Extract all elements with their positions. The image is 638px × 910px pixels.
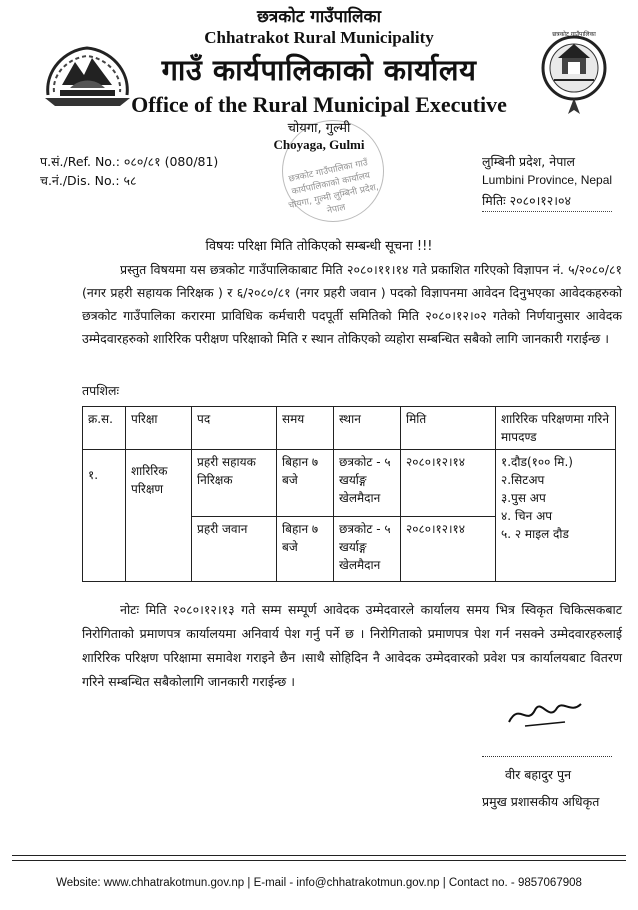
cell-post: प्रहरी सहायक निरिक्षक [192,450,277,517]
province-en: Lumbini Province, Nepal [482,173,613,187]
date-underline [482,211,612,212]
header-cell-exam: परिक्षा [126,407,192,450]
signatory-title: प्रमुख प्रशासकीय अधिकृत [482,794,600,809]
footer-divider [12,860,626,861]
header-cell-date: मिति [401,407,496,450]
criteria-item: ३.पुस अप [501,491,546,505]
header-cell-sn: क्र.स. [83,407,126,450]
header-cell-criteria: शारिरिक परिक्षणमा गरिने मापदण्ड [496,407,616,450]
dispatch-number: च.नं./Dis. No.: ५८ [40,173,137,188]
signature-mark-icon [505,692,585,732]
header-np-municipality: छत्रकोट गाउँपालिका [257,7,381,27]
cell-date: २०८०।१२।१४ [401,517,496,582]
cell-time: बिहान ७ बजे [277,517,334,582]
signature-line [482,756,612,757]
cell-time: बिहान ७ बजे [277,450,334,517]
header-cell-time: समय [277,407,334,450]
header-cell-place: स्थान [334,407,401,450]
header-en-municipality: Chhatrakot Rural Municipality [204,28,434,47]
cell-place: छत्रकोट - ५ खर्याङ्ग खेलमैदान [334,450,401,517]
header-np-office: गाउँ कार्यपालिकाको कार्यालय [161,53,477,87]
letter-date: मितिः २०८०।१२।०४ [482,193,572,208]
cell-place: छत्रकोट - ५ खर्याङ्ग खेलमैदान [334,517,401,582]
note-paragraph: नोटः मिति २०८०।१२।१३ गते सम्म सम्पूर्ण आवेदक उम्मेदवारले कार्यालय समय भित्र स्विकृत चिकित्सकबाट निरोगिताको प्रमाणपत्र कार्यालयमा अनिवार्य पेश गर्नु पर्ने छ । निरोगिताको प्रमाणपत्र पेश गर्न नसक्ने उम्मेदवारहरुलाई शारिरिक परिक्षण परिक्षामा समावेश गराइने छैन ।साथै सोहिदिन नै आवेदक उम्मेदवारको प्रवेश पत्र कार्यालयबाट वितरण गरिने सम्बन्धित सबैकोलागि जानकारी गराईन्छ । [82,602,622,689]
cell-sn: १. [83,450,126,582]
tapasil-label: तपशिलः [82,383,119,398]
criteria-item: ४. चिन अप [501,509,553,523]
header-en-place: Choyaga, Gulmi [273,137,365,152]
header-en-office: Office of the Rural Municipal Executive [131,92,507,117]
body-paragraph: प्रस्तुत विषयमा यस छत्रकोट गाउँपालिकाबाट मिति २०८०।११।१४ गते प्रकाशित गरिएको विज्ञापन नं. ५/२०८०/८१ (नगर प्रहरी सहायक निरिक्षक ) र ६/२०८०/८१ (नगर प्रहरी जवान ) पदको विज्ञापनमा आवेदन दिनुभएका आवेदकहरुको छत्रकोट गाउँपालिका करारमा प्राविधिक कर्मचारी पदपूर्ती समितिको मिति २०८०।१२।०२ गतेको निर्णयानुसार आवेदक उम्मेदवारहरुको शारिरिक परीक्षण परिक्षाको मिति र स्थान तोकिएको व्यहोरा सम्बन्धित सबैको लागि जानकारी गराईन्छ । [82,262,622,346]
cell-date: २०८०।१२।१४ [401,450,496,517]
criteria-item: १.दौड(१०० मि.) [501,455,573,469]
signatory-name: वीर बहादुर पुन [505,767,572,782]
logo-caption: छत्रकोट गाउँपालिका [552,31,596,38]
header-cell-post: पद [192,407,277,450]
province-np: लुम्बिनी प्रदेश, नेपाल [482,154,576,169]
cell-post: प्रहरी जवान [192,517,277,582]
footer-divider [12,855,626,856]
ref-number: प.सं./Ref. No.: ०८०/८१ (080/81) [40,154,219,169]
cell-exam: शारिरिक परिक्षण [126,450,192,582]
criteria-item: २.सिटअप [501,473,545,487]
exam-schedule-table [82,406,616,582]
subject-line: विषयः परिक्षा मिति तोकिएको सम्बन्धी सूचना !!! [205,239,433,254]
footer-contact: Website: www.chhatrakotmun.gov.np | E-mail - info@chhatrakotmun.gov.np | Contact no. - 9857067908 [56,877,582,889]
cell-criteria [496,450,616,582]
header-np-place: चोयगा, गुल्मी [287,121,351,136]
office-stamp-text: छत्रकोट गाउँपालिका गाउँ कार्यपालिकाको कार्यालय चोयगा, गुल्मी लुम्बिनी प्रदेश, नेपाल [287,158,380,217]
table-header-row [83,407,616,450]
table-row [83,450,616,517]
criteria-item: ५. २ माइल दौड [501,527,569,541]
